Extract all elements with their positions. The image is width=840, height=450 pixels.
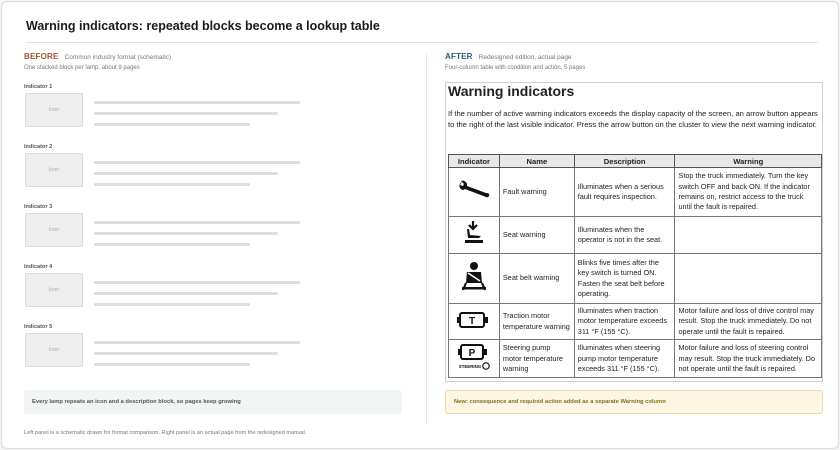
row-warning: Stop the truck immediately. Turn the key switch OFF and back ON. If the indicator remains on, restrict access to the truck until the fault is repaired. — [675, 168, 822, 217]
traction-motor-letter: T — [468, 315, 476, 327]
indicator-cell — [449, 217, 500, 254]
row-name: Steering pump motor temperature warning — [499, 340, 574, 378]
row-description: Illuminates when traction motor temperature exceeds 311 °F (155 °C). — [574, 304, 675, 340]
before-footer-note: Every lamp repeats an icon and a description block, so pages keep growing — [24, 390, 402, 414]
text-line — [94, 363, 250, 366]
row-description: Blinks five times after the key switch is turned ON. Fasten the seat belt before operating. — [574, 254, 675, 304]
lamp-block — [24, 144, 404, 173]
before-header — [24, 52, 404, 61]
table-header-row — [449, 155, 822, 168]
indicator-cell — [449, 340, 500, 378]
steering-label: STEERING — [458, 364, 482, 370]
column-header: Indicator — [449, 155, 500, 168]
table-row — [449, 304, 822, 340]
manual-page — [445, 82, 823, 382]
row-name: Fault warning — [499, 168, 574, 217]
row-description: Illuminates when the operator is not in the seat. — [574, 217, 675, 254]
before-note: One stacked block per lamp, about 9 pages — [24, 65, 140, 71]
column-header: Name — [499, 155, 574, 168]
indicator-table — [448, 154, 822, 378]
text-line — [94, 101, 300, 104]
lamp-label: Indicator 4 — [24, 264, 53, 270]
table-row — [449, 168, 822, 217]
lamp-block — [24, 84, 404, 113]
row-description: Illuminates when steering pump motor temperature exceeds 311 °F (155 °C). — [574, 340, 675, 378]
text-line — [94, 172, 278, 175]
lamp-icon-placeholder: Icon — [25, 153, 83, 187]
text-line — [94, 232, 278, 235]
text-line — [94, 243, 250, 246]
text-line — [94, 292, 278, 295]
after-note: Four-column table with condition and action, 5 pages — [445, 65, 586, 71]
lamp-block — [24, 204, 404, 233]
table-row — [449, 254, 822, 304]
text-line — [94, 341, 300, 344]
before-tag: BEFORE — [24, 52, 59, 61]
row-name: Seat belt warning — [499, 254, 574, 304]
table-row — [449, 340, 822, 378]
after-panel — [445, 52, 825, 71]
indicator-cell — [449, 168, 500, 217]
lamp-icon-placeholder: Icon — [25, 273, 83, 307]
figure-caption: Left panel is a schematic drawn for format comparison. Right panel is an actual page from the redesigned manual. — [24, 430, 307, 436]
steering-pump-letter: P — [468, 348, 476, 360]
traction-motor-icon — [457, 308, 491, 332]
table-row — [449, 217, 822, 254]
before-panel — [24, 52, 404, 353]
after-header — [445, 52, 825, 61]
text-line — [94, 281, 300, 284]
row-warning: Motor failure and loss of drive control may result. Stop the truck immediately. Do not operate until the fault is repaired. — [675, 304, 822, 340]
lamp-block — [24, 324, 404, 353]
panel-divider — [426, 54, 427, 424]
column-header: Description — [574, 155, 675, 168]
lamp-icon-placeholder: Icon — [25, 93, 83, 127]
before-subtitle: Common industry format (schematic) — [64, 54, 172, 61]
manual-page-title: Warning indicators — [448, 83, 575, 99]
title-divider — [26, 42, 818, 43]
lamp-label: Indicator 1 — [24, 84, 53, 90]
lamp-label: Indicator 3 — [24, 204, 53, 210]
row-warning — [675, 217, 822, 254]
seat-belt-icon — [459, 261, 489, 293]
text-line — [94, 352, 278, 355]
column-header: Warning — [675, 155, 822, 168]
text-line — [94, 112, 278, 115]
indicator-cell — [449, 304, 500, 340]
lamp-icon-placeholder: Icon — [25, 213, 83, 247]
wrench-icon — [456, 178, 492, 202]
text-line — [94, 183, 250, 186]
row-name: Seat warning — [499, 217, 574, 254]
lamp-block — [24, 264, 404, 293]
text-line — [94, 221, 300, 224]
row-name: Traction motor temperature warning — [499, 304, 574, 340]
lamp-label: Indicator 5 — [24, 324, 53, 330]
lamp-label: Indicator 2 — [24, 144, 53, 150]
manual-intro-text: If the number of active warning indicators exceeds the display capacity of the screen, an arrow button appears to the right of the last visible indicator. Press the arrow button on the cluster to view the next warning indicator. — [448, 109, 818, 129]
after-footer-note: New: consequence and required action added as a separate Warning column — [445, 390, 823, 414]
text-line — [94, 123, 250, 126]
page-title: Warning indicators: repeated blocks become a lookup table — [26, 19, 380, 33]
lamp-icon-placeholder: Icon — [25, 333, 83, 367]
steering-pump-icon — [457, 342, 491, 372]
row-warning — [675, 254, 822, 304]
after-subtitle: Redesigned edition, actual page — [478, 54, 572, 61]
indicator-cell — [449, 254, 500, 304]
row-warning: Motor failure and loss of steering control may result. Stop the truck immediately. Do not operate until the fault is repaired. — [675, 340, 822, 378]
text-line — [94, 161, 300, 164]
row-description: Illuminates when a serious fault requires inspection. — [574, 168, 675, 217]
text-line — [94, 303, 250, 306]
after-tag: AFTER — [445, 52, 473, 61]
seat-icon — [459, 219, 489, 247]
